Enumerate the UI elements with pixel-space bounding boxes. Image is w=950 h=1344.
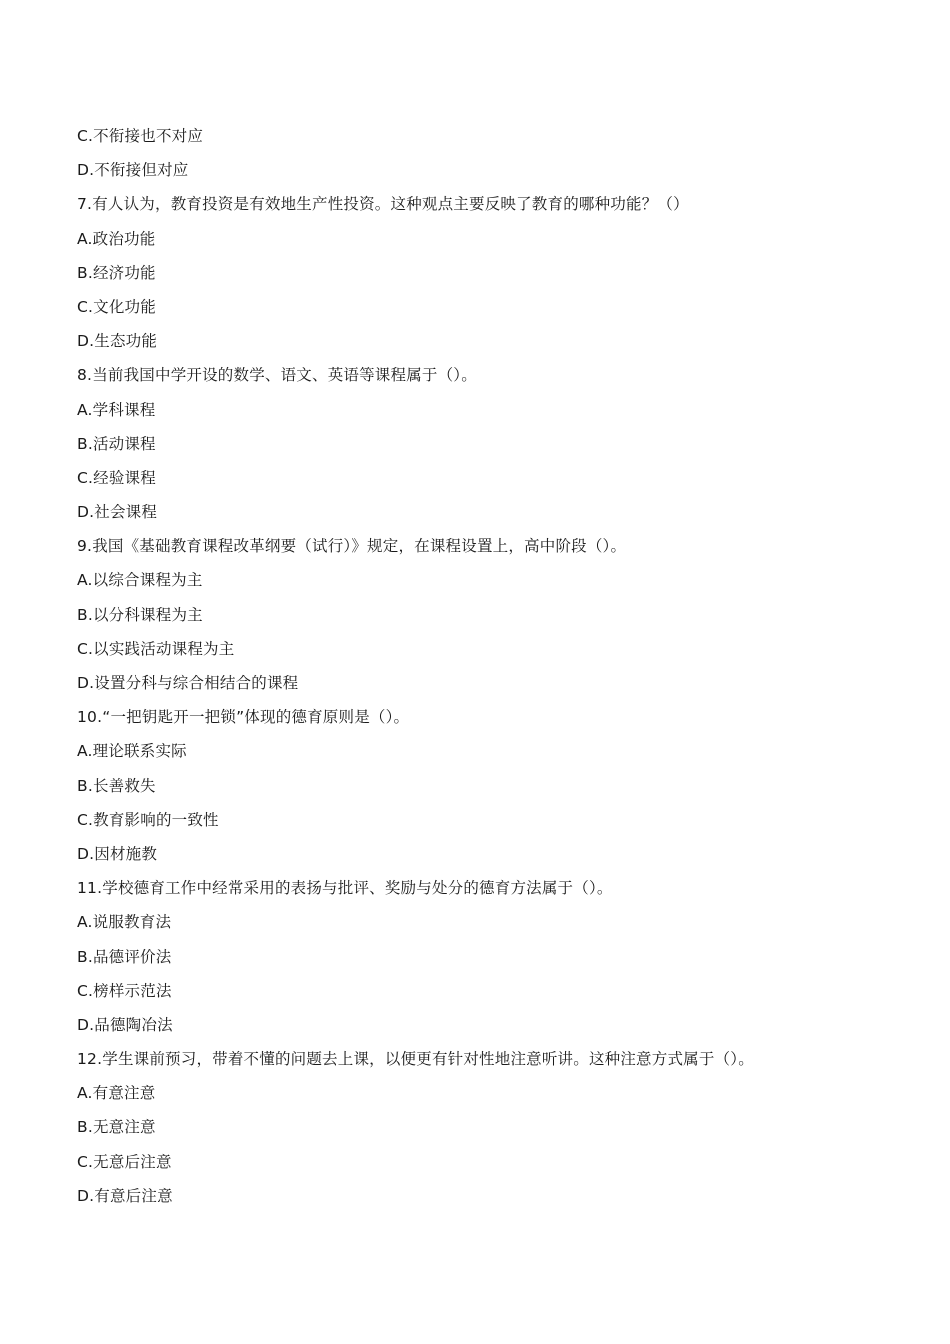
option-line: A.政治功能 <box>77 229 156 248</box>
option-line: A.说服教育法 <box>77 913 172 932</box>
option-line: D.生态功能 <box>77 332 158 351</box>
question-line: 7.有人认为，教育投资是有效地生产性投资。这种观点主要反映了教育的哪种功能？（） <box>77 195 689 214</box>
option-line: A.学科课程 <box>77 400 156 419</box>
question-line: 11.学校德育工作中经常采用的表扬与批评、奖励与处分的德育方法属于（）。 <box>77 879 613 898</box>
option-line: C.经验课程 <box>77 468 156 487</box>
option-line: C.无意后注意 <box>77 1152 172 1171</box>
option-line: D.社会课程 <box>77 503 158 522</box>
option-line: A.有意注意 <box>77 1084 156 1103</box>
option-line: D.有意后注意 <box>77 1186 173 1205</box>
option-line: B.无意注意 <box>77 1118 156 1137</box>
option-line: A.理论联系实际 <box>77 742 187 761</box>
option-line: C.榜样示范法 <box>77 981 172 1000</box>
option-line: D.品德陶冶法 <box>77 1015 173 1034</box>
option-line: D.因材施教 <box>77 844 158 863</box>
option-line: B.以分科课程为主 <box>77 605 203 624</box>
option-line: A.以综合课程为主 <box>77 571 203 590</box>
option-line: B.经济功能 <box>77 263 156 282</box>
question-line: 8.当前我国中学开设的数学、语文、英语等课程属于（）。 <box>77 366 477 385</box>
question-line: 10.“一把钥匙开一把锁”体现的德育原则是（）。 <box>77 708 410 727</box>
question-line: 12.学生课前预习，带着不懂的问题去上课，以便更有针对性地注意听讲。这种注意方式属于（）。 <box>77 1050 754 1069</box>
question-list <box>77 124 897 1218</box>
option-line: B.品德评价法 <box>77 947 172 966</box>
question-line: 9.我国《基础教育课程改革纲要（试行）》规定，在课程设置上，高中阶段（）。 <box>77 537 627 556</box>
option-line: D.不衔接但对应 <box>77 161 189 180</box>
option-line: C.不衔接也不对应 <box>77 127 204 145</box>
option-line: C.教育影响的一致性 <box>77 810 219 829</box>
option-line: B.活动课程 <box>77 434 156 453</box>
option-line: D.设置分科与综合相结合的课程 <box>77 674 299 692</box>
option-line: C.文化功能 <box>77 297 156 316</box>
option-line: C.以实践活动课程为主 <box>77 639 235 658</box>
option-line: B.长善救失 <box>77 776 156 795</box>
